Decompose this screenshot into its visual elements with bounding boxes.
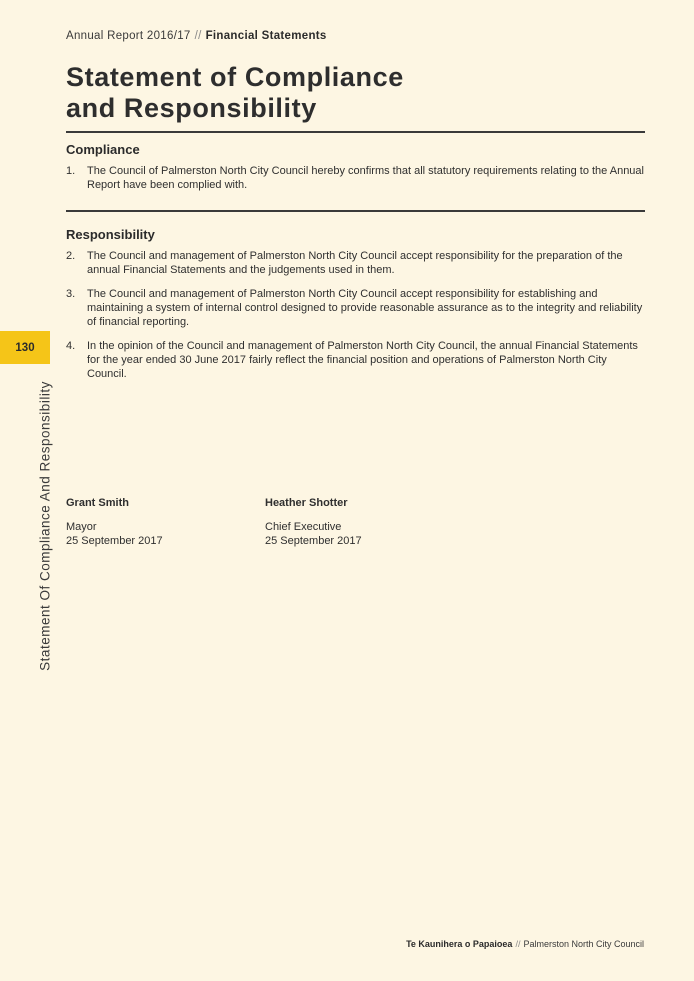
title-divider [66, 131, 645, 133]
item-number: 1. [66, 165, 76, 177]
item-text: The Council and management of Palmerston North City Council accept responsibility for establishing and maintaining a system of internal control designed to provide reasonable assurance as to the integrity and reliability of financial reporting. [87, 288, 643, 328]
item-number: 2. [66, 250, 76, 262]
signer-name: Heather Shotter [265, 497, 348, 509]
title-line-1: Statement of Compliance [66, 62, 404, 92]
signer-name: Grant Smith [66, 497, 129, 509]
compliance-heading: Compliance [66, 142, 140, 157]
responsibility-heading: Responsibility [66, 227, 155, 242]
responsibility-item-4 [66, 339, 646, 381]
page-footer [406, 939, 644, 949]
running-header [66, 30, 327, 42]
signer-role: Mayor [66, 521, 97, 533]
footer-council-name: Palmerston North City Council [523, 939, 644, 949]
page-number-tab [0, 331, 50, 364]
footer-separator: // [515, 939, 521, 949]
section-label: Financial Statements [205, 30, 327, 42]
header-separator: // [194, 30, 202, 42]
responsibility-item-2 [66, 249, 646, 277]
footer-maori-name: Te Kaunihera o Papaioea [406, 939, 513, 949]
item-text: The Council of Palmerston North City Council hereby confirms that all statutory requirements relating to the Annual Report have been complied with. [87, 165, 644, 191]
item-number: 3. [66, 288, 76, 300]
item-text: The Council and management of Palmerston North City Council accept responsibility for the preparation of the annual Financial Statements and the judgements used in them. [87, 250, 623, 276]
signature-block-mayor [66, 496, 163, 548]
signature-block-chief-executive [265, 496, 362, 548]
report-label: Annual Report 2016/17 [66, 30, 191, 42]
item-text: In the opinion of the Council and management of Palmerston North City Council, the annual Financial Statements for the year ended 30 June 2017 fairly reflect the financial position and operations of Palmerston North City Council. [87, 340, 638, 380]
signer-date: 25 September 2017 [66, 535, 163, 547]
item-number: 4. [66, 340, 76, 352]
page-number: 130 [15, 341, 35, 354]
vertical-section-title: Statement Of Compliance And Responsibility [37, 381, 53, 671]
compliance-item-1 [66, 164, 646, 192]
title-line-2: and Responsibility [66, 93, 317, 123]
section-divider [66, 210, 645, 212]
responsibility-item-3 [66, 287, 646, 329]
signer-date: 25 September 2017 [265, 535, 362, 547]
page-title [66, 62, 404, 124]
signer-role: Chief Executive [265, 521, 342, 533]
